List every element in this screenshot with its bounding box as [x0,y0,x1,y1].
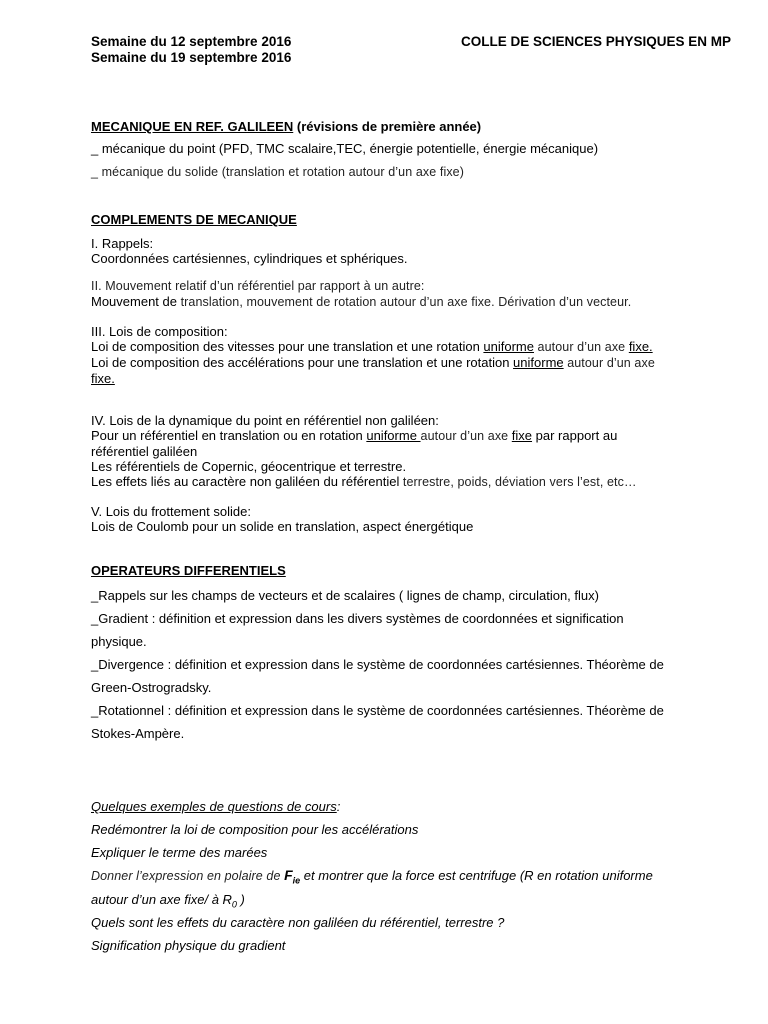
text: translation, mouvement de rotation autour d’un axe fixe. Dérivation d’un vecteur. [177,295,632,309]
line: _ mécanique du point (PFD, TMC scalaire,TEC, énergie potentielle, énergie mécanique) [91,141,599,156]
section-heading: COMPLEMENTS DE MECANIQUE [91,212,297,227]
part-iv [91,413,731,490]
section-heading-title: MECANIQUE EN REF. GALILEEN [91,119,294,134]
section-operateurs [91,563,731,745]
text: ) [236,892,245,907]
section-heading [91,119,731,134]
part-title: I. Rappels: [91,236,154,251]
week-line-2: Semaine du 19 septembre 2016 [91,50,292,65]
line: _Rotationnel : définition et expression dans le système de coordonnées cartésiennes. Théorème de [91,703,664,718]
text: autour d’un axe fixe/ à R [91,892,232,907]
section-heading-sub: (révisions de première année) [296,119,482,134]
text: fixe [511,428,533,443]
line: fixe. [91,371,115,386]
line: physique. [91,634,147,649]
text: Loi de composition des accélérations pour une translation et une rotation [91,355,514,370]
text: terrestre, poids, déviation vers l’est, etc… [399,475,637,489]
text: et montrer que la force est centrifuge (R en rotation uniforme [300,868,653,883]
question: Redémontrer la loi de composition pour les accélérations [91,822,419,837]
text: autour d’un axe [533,340,629,354]
part-ii [91,279,731,310]
text: Loi de composition des vitesses pour une translation et une rotation [91,339,484,354]
line [91,339,731,355]
text: uniforme [366,428,421,443]
line [91,474,731,490]
line [91,294,731,310]
line: Coordonnées cartésiennes, cylindriques et sphériques. [91,251,408,266]
page-content [91,34,731,957]
question: Expliquer le terme des marées [91,845,268,860]
line: _Rappels sur les champs de vecteurs et de scalaires ( lignes de champ, circulation, flux) [91,588,599,603]
line: référentiel galiléen [91,444,198,459]
text: Les effets liés au caractère non galiléen du référentiel [91,474,400,489]
part-i [91,236,731,266]
part-title: III. Lois de composition: [91,324,228,339]
section-mecanique-galileen [91,119,731,180]
part-iii [91,324,731,386]
section-questions [91,795,731,957]
part-title: V. Lois du frottement solide: [91,504,251,519]
section-complements [91,212,731,534]
text: uniforme [483,339,534,354]
document-title: COLLE DE SCIENCES PHYSIQUES EN MP [460,34,731,49]
text: : [336,799,341,814]
text: ie [292,875,301,886]
section-heading: OPERATEURS DIFFERENTIELS [91,563,286,578]
text: F [284,867,293,883]
header [91,34,731,66]
text: Quelques exemples de questions de cours [91,799,337,814]
part-title: II. Mouvement relatif d’un référentiel par rapport à un autre: [91,279,425,293]
question [91,888,731,911]
line: Stokes-Ampère. [91,726,185,741]
text: uniforme [513,355,564,370]
text: fixe. [628,339,653,354]
question: Signification physique du gradient [91,938,286,953]
text: Pour un référentiel en translation ou en rotation [91,428,367,443]
line [91,428,731,444]
line: Les référentiels de Copernic, géocentrique et terrestre. [91,459,407,474]
question: Quels sont les effets du caractère non galiléen du référentiel, terrestre ? [91,915,505,930]
line: _Divergence : définition et expression dans le système de coordonnées cartésiennes. Théorème de [91,657,664,672]
part-title: IV. Lois de la dynamique du point en référentiel non galiléen: [91,413,439,428]
line: _Gradient : définition et expression dans les divers systèmes de coordonnées et signification [91,611,624,626]
text: par rapport au [532,428,618,443]
questions-heading [91,795,731,818]
week-line-1: Semaine du 12 septembre 2016 [91,34,292,49]
text: Donner l’expression en polaire de [91,869,285,883]
text: Mouvement de [91,294,177,309]
question [91,864,731,888]
text: autour d’un axe [563,356,655,370]
text: 0 [231,899,237,910]
line: Lois de Coulomb pour un solide en translation, aspect énergétique [91,519,474,534]
text: autour d’un axe [420,429,512,443]
part-v [91,504,731,534]
line: _ mécanique du solide (translation et rotation autour d’un axe fixe) [91,165,464,179]
line: Green-Ostrogradsky. [91,680,212,695]
line [91,355,731,371]
